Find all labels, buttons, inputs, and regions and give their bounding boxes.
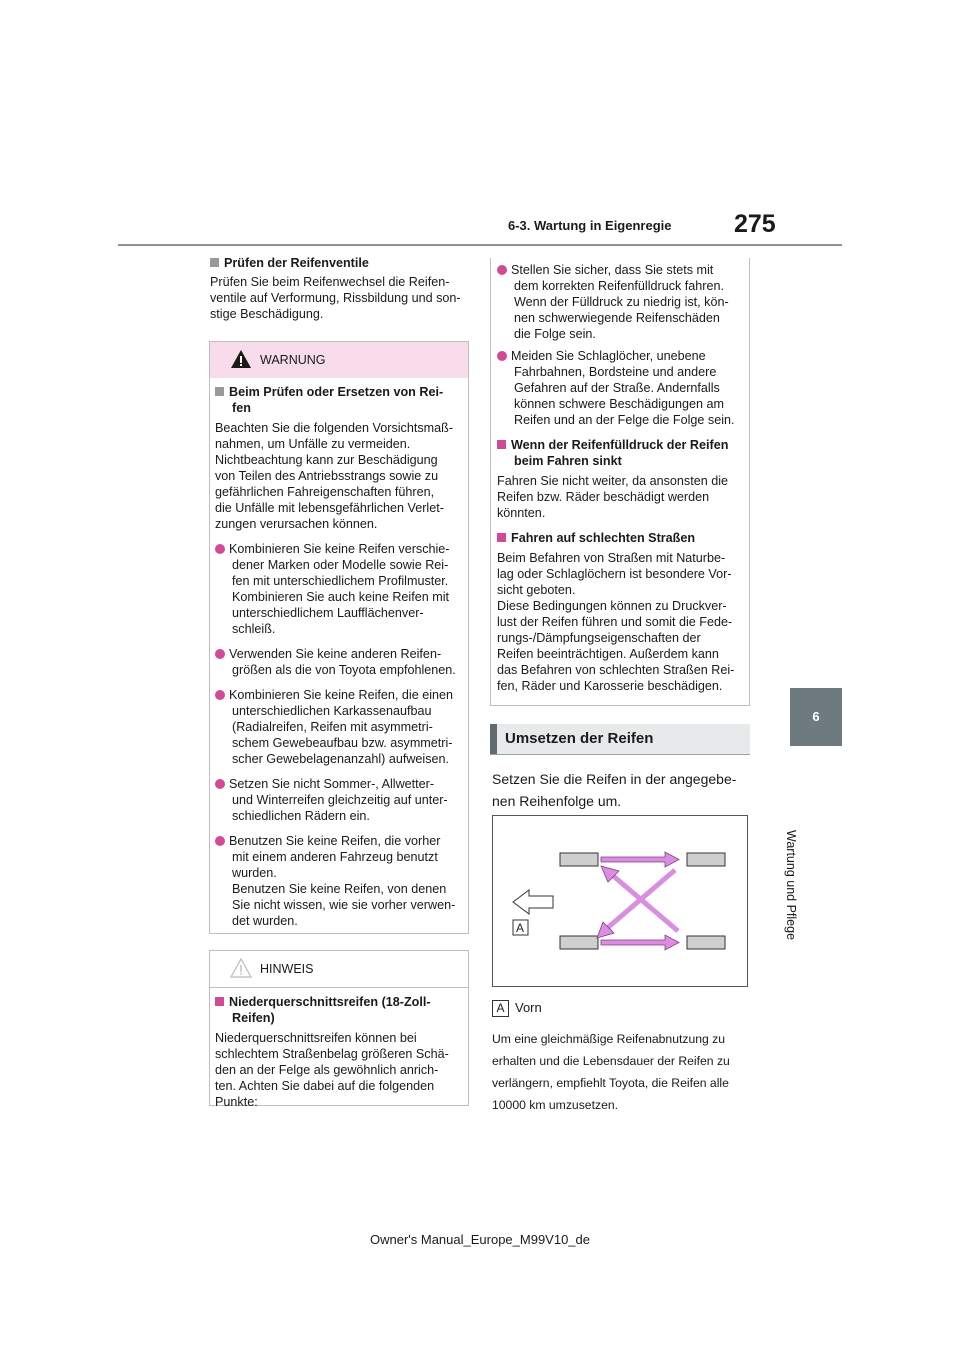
bullet-item: Verwenden Sie keine anderen Reifen- größen als die von Toyota empfohlenen.: [215, 646, 462, 678]
bullet-item: Kombinieren Sie keine Reifen, die einen unterschiedlichen Karkassenaufbau (Radialreifen, Reifen mit asymmetri- schem Gewebeaufbau bzw. asymmetri- scher Gewebelagenanzahl) aufweisen.: [215, 687, 462, 767]
notice-continued-box: [490, 258, 750, 706]
bullet-dot-icon: [215, 544, 225, 554]
warning-title: WARNUNG: [260, 353, 326, 367]
tire-front-right: [687, 853, 725, 866]
warning-bullet-list: [215, 541, 462, 929]
warning-intro: Beachten Sie die folgenden Vorsichtsmaß- nahmen, um Unfälle zu vermeiden. Nichtbeachtung kann zur Beschädigung von Teilen des Antriebsstrangs sowie zu gefährlichen Fahreigenschaften führen, die Unfälle mit lebensgefährlichen Verlet- zungen verursachen können.: [215, 421, 454, 531]
pressure-drop-body: Fahren Sie nicht weiter, da ansonsten die Reifen bzw. Räder beschädigt werden könnten.: [497, 474, 729, 520]
bullet-dot-icon: [215, 649, 225, 659]
header-rule: [118, 244, 842, 246]
tire-rear-right: [687, 936, 725, 949]
tire-rotation-diagram: [492, 815, 748, 987]
legend-text: Vorn: [515, 1000, 542, 1015]
bullet-dot-icon: [215, 690, 225, 700]
warning-subheading: Beim Prüfen oder Ersetzen von Rei- fen: [215, 384, 462, 416]
rotation-diagram-svg: [493, 816, 747, 986]
legend: [492, 1000, 542, 1017]
bullet-dot-icon: [215, 779, 225, 789]
square-bullet-icon: [210, 258, 219, 267]
caution-triangle-icon: [230, 958, 252, 978]
notice-subheading: Niederquerschnittsreifen (18-Zoll- Reifen): [215, 994, 462, 1026]
bullet-dot-icon: [215, 836, 225, 846]
valve-body: Prüfen Sie beim Reifenwechsel die Reifen- ventile auf Verformung, Rissbildung und son- stige Beschädigung.: [210, 275, 461, 321]
bullet-dot-icon: [497, 351, 507, 361]
rotation-footnote: Um eine gleichmäßige Reifenabnutzung zu erhalten und die Lebensdauer der Reifen zu verlängern, empfiehlt Toyota, die Reifen alle 10000 km umzusetzen.: [492, 1032, 730, 1112]
arrow-diagonal-line: [611, 874, 678, 931]
bad-roads-body: Beim Befahren von Straßen mit Naturbe- lag oder Schlaglöchern ist besondere Vor- sicht geboten. Diese Bedingungen können zu Druckver- lust der Reifen führen und somit die Fede- rungs-/Dämpfungseigenschaften der Reifen beeinträchtigen. Außerdem kann das Befahren von schlechten Straßen Rei- fen, Räder und Karosserie beschädigen.: [497, 551, 735, 693]
bullet-item: Benutzen Sie keine Reifen, die vorher mit einem anderen Fahrzeug benutzt wurden. Benutzen Sie keine Reifen, von denen Sie nicht wissen, wie sie vorher verwen- det wurden.: [215, 833, 462, 929]
rotation-instruction: Setzen Sie die Reifen in der angegebe- nen Reihenfolge um.: [492, 771, 737, 809]
legend-label: A: [492, 1000, 509, 1017]
warning-header: [210, 342, 468, 378]
warning-box: [209, 341, 469, 934]
notice-body: Niederquerschnittsreifen können bei schlechtem Straßenbelag größeren Schä- den an der Felge als gewöhnlich anrich- ten. Achten Sie dabei auf die folgenden Punkte:: [215, 1031, 449, 1109]
bullet-item: Kombinieren Sie keine Reifen verschie- dener Marken oder Modelle sowie Rei- fen mit unterschiedlichem Profilmuster. Kombinieren Sie auch keine Reifen mit unterschiedlichem Laufflächenver- schleiß.: [215, 541, 462, 637]
bullet-item: Meiden Sie Schlaglöcher, unebene Fahrbahnen, Bordsteine und andere Gefahren auf der Straße. Andernfalls können schwere Beschädigungen am Reifen und an der Felge die Folge sein.: [497, 348, 743, 428]
notice-header: [210, 951, 468, 988]
arrow-top: [601, 852, 679, 867]
notice-bullet-list: [497, 262, 743, 428]
page-footer: Owner's Manual_Europe_M99V10_de: [369, 1232, 590, 1247]
chapter-tab: 6: [790, 688, 842, 746]
notice-box: [209, 950, 469, 1109]
section-banner: [490, 724, 750, 755]
tire-rear-left: [560, 936, 598, 949]
square-bullet-icon: [497, 440, 506, 449]
tire-front-left: [560, 853, 598, 866]
warning-triangle-icon: [230, 349, 252, 369]
banner-title: Umsetzen der Reifen: [505, 730, 654, 747]
square-bullet-icon: [215, 997, 224, 1006]
banner-bar: [490, 724, 497, 754]
bullet-item: Setzen Sie nicht Sommer-, Allwetter- und Winterreifen gleichzeitig auf unter- schiedlichen Rädern ein.: [215, 776, 462, 824]
chapter-label: Wartung und Pflege: [784, 830, 798, 941]
page-number: 275: [734, 210, 776, 238]
front-direction-arrow: [513, 890, 553, 914]
notice-title: HINWEIS: [260, 962, 314, 976]
valve-section: [210, 255, 472, 322]
diagram-label-a: A: [516, 921, 525, 935]
valve-heading: Prüfen der Reifenventile: [210, 255, 472, 271]
square-bullet-icon: [215, 387, 224, 396]
bullet-item: Stellen Sie sicher, dass Sie stets mit dem korrekten Reifenfülldruck fahren. Wenn der Fülldruck zu niedrig ist, kön- nen schwerwiegende Reifenschäden die Folge sein.: [497, 262, 743, 342]
bad-roads-heading: Fahren auf schlechten Straßen: [497, 530, 743, 546]
bullet-dot-icon: [497, 265, 507, 275]
arrow-bottom: [601, 935, 679, 950]
section-header: 6-3. Wartung in Eigenregie: [508, 218, 672, 233]
pressure-drop-heading: Wenn der Reifenfülldruck der Reifen beim Fahren sinkt: [497, 437, 743, 469]
square-bullet-icon: [497, 533, 506, 542]
